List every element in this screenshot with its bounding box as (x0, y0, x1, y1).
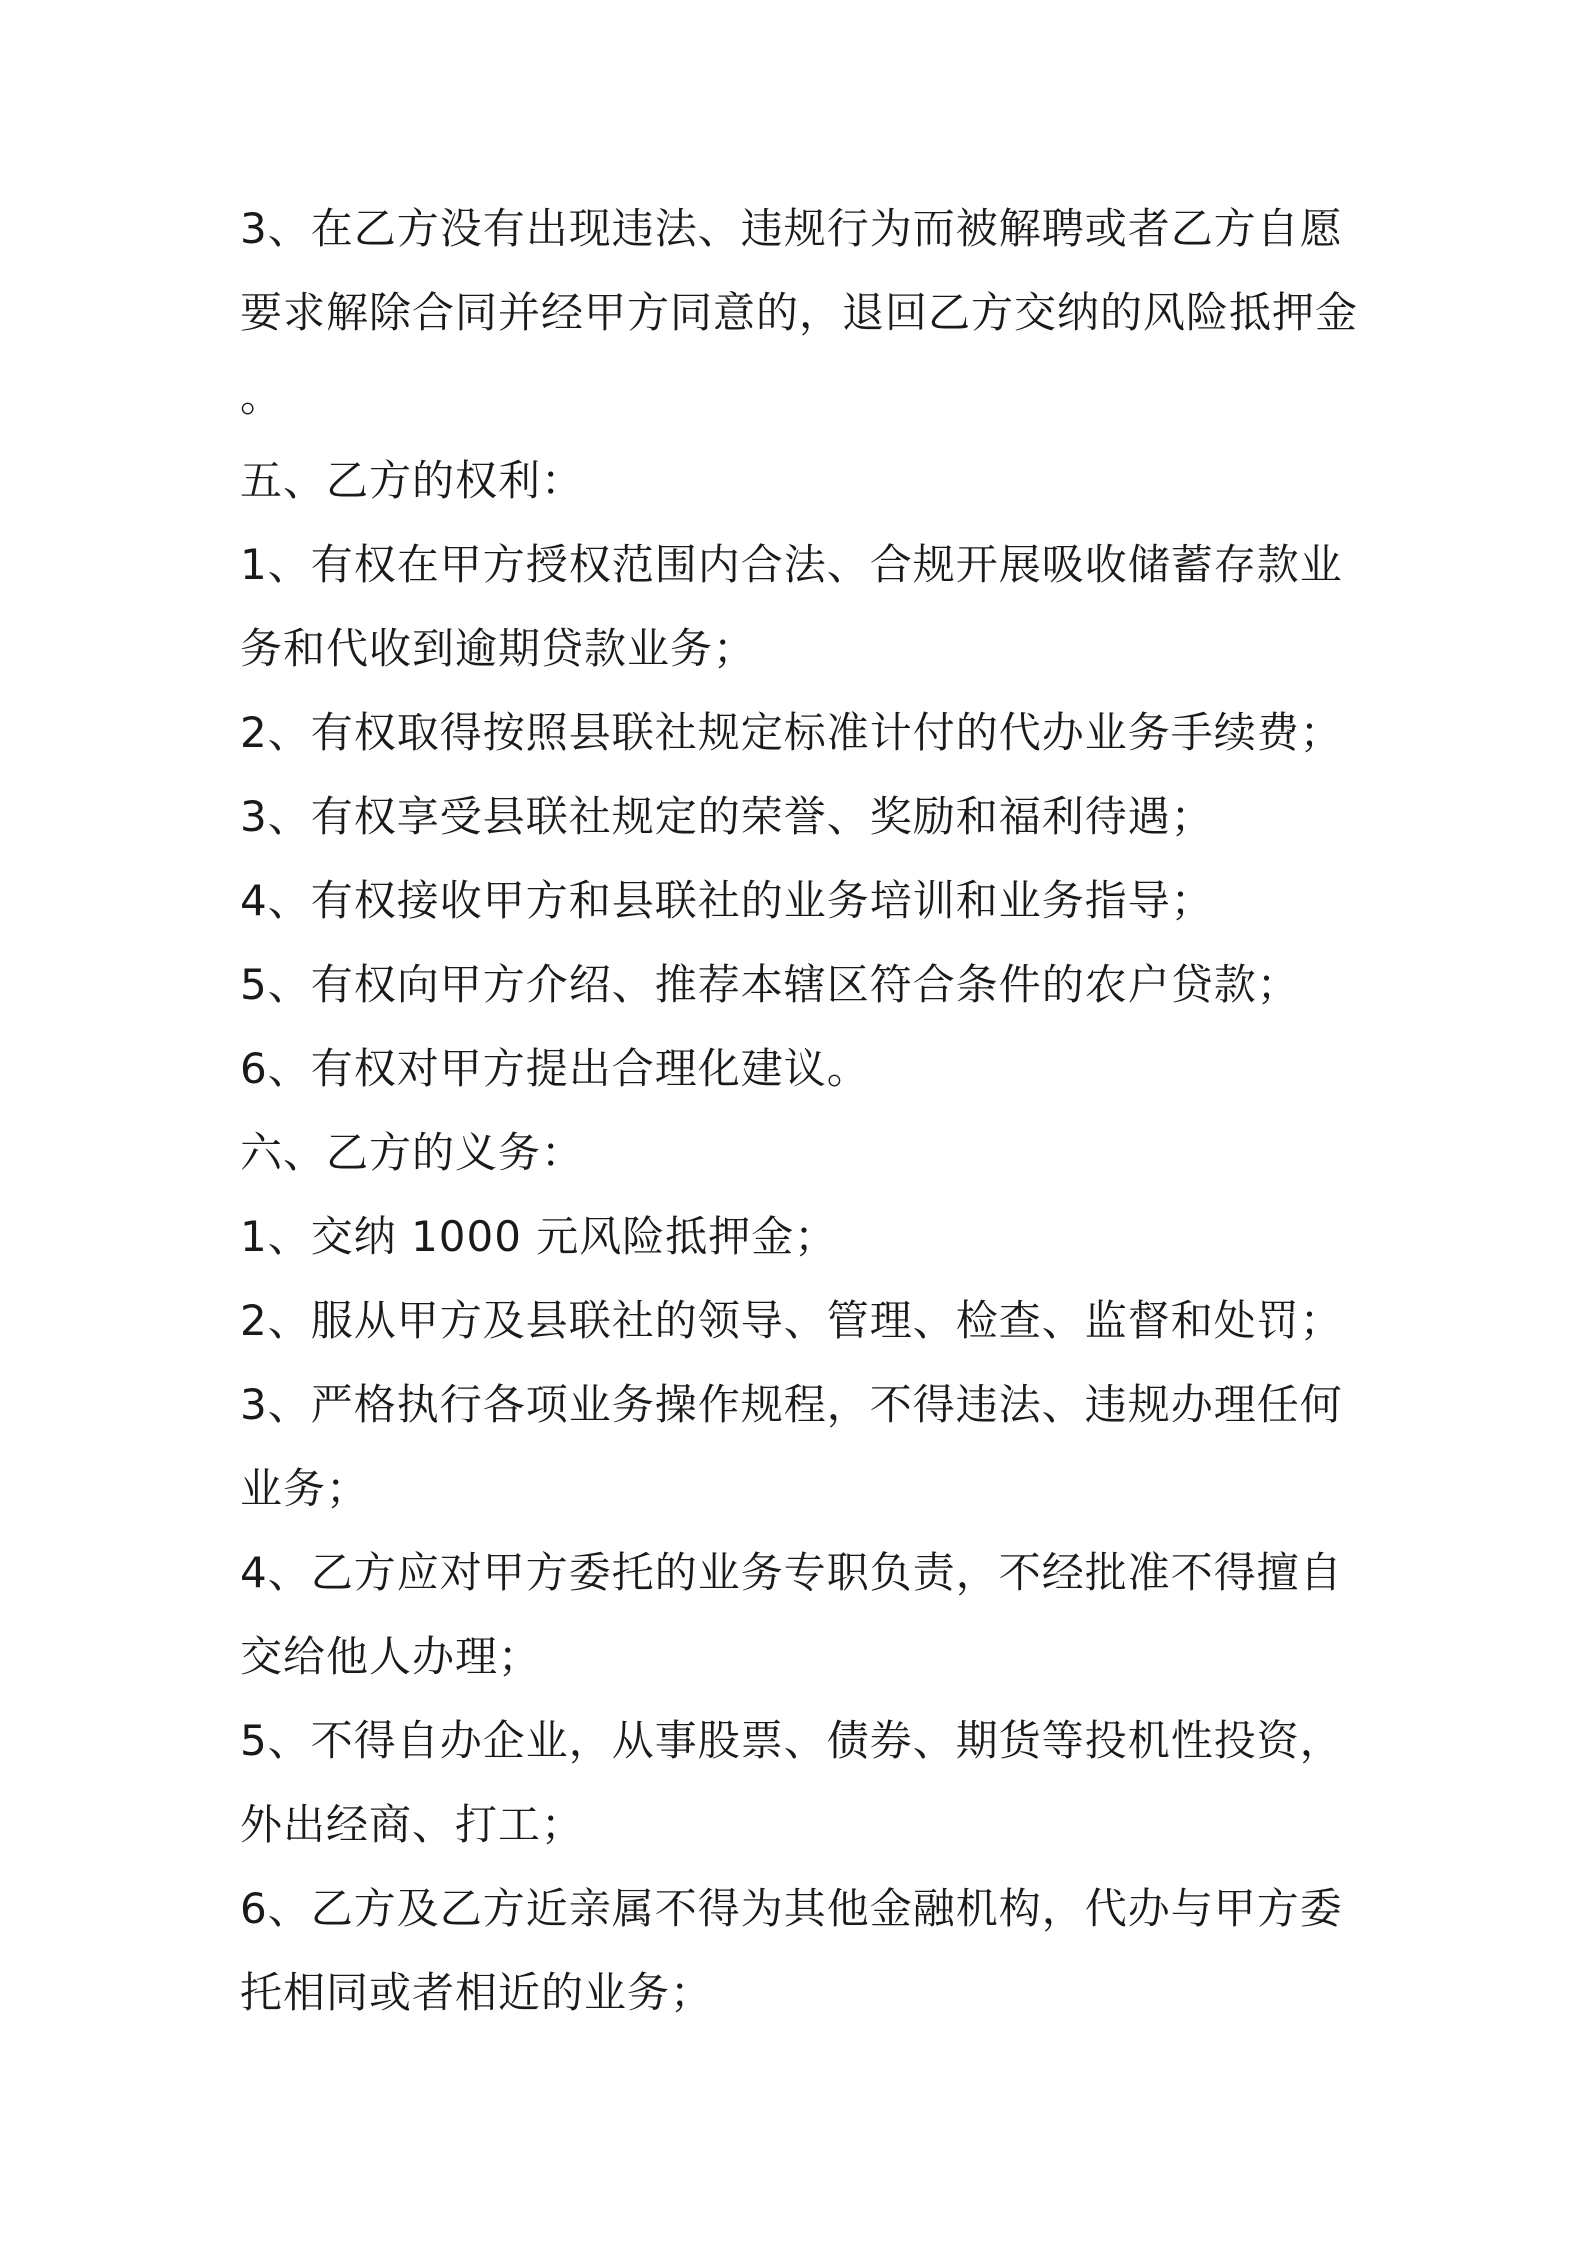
text-line: 托相同或者相近的业务； (240, 1968, 714, 2017)
text-line: 5、不得自办企业，从事股票、债券、期货等投机性投资， (240, 1716, 1343, 1765)
obligations-clause-2 (240, 1279, 1360, 1363)
text-line: 。 (240, 372, 284, 421)
text-line: 务和代收到逾期贷款业务； (240, 624, 757, 673)
rights-clause-1 (240, 523, 1360, 691)
obligations-clause-6 (240, 1867, 1360, 2035)
text-line: 4、乙方应对甲方委托的业务专职负责，不经批准不得擅自 (240, 1548, 1343, 1597)
section-heading-obligations (240, 1111, 1360, 1195)
obligations-clause-3 (240, 1363, 1360, 1531)
text-line: 交给他人办理； (240, 1632, 542, 1681)
text-line: 1、有权在甲方授权范围内合法、合规开展吸收储蓄存款业 (240, 540, 1343, 589)
rights-clause-6 (240, 1027, 1360, 1111)
text-line: 2、服从甲方及县联社的领导、管理、检查、监督和处罚； (240, 1296, 1343, 1345)
rights-clause-3 (240, 775, 1360, 859)
text-line: 2、有权取得按照县联社规定标准计付的代办业务手续费； (240, 708, 1343, 757)
text-line: 3、有权享受县联社规定的荣誉、奖励和福利待遇； (240, 792, 1214, 841)
section-heading: 六、乙方的义务： (240, 1128, 585, 1177)
rights-clause-2 (240, 691, 1360, 775)
document-body (240, 187, 1360, 2035)
obligations-clause-5 (240, 1699, 1360, 1867)
section-heading-rights (240, 439, 1360, 523)
text-line: 3、在乙方没有出现违法、违规行为而被解聘或者乙方自愿 (240, 204, 1343, 253)
text-line: 1、交纳 1000 元风险抵押金； (240, 1212, 838, 1261)
text-line: 业务； (240, 1464, 370, 1513)
rights-clause-4 (240, 859, 1360, 943)
text-line: 5、有权向甲方介绍、推荐本辖区符合条件的农户贷款； (240, 960, 1300, 1009)
text-line: 外出经商、打工； (240, 1800, 585, 1849)
text-line: 3、严格执行各项业务操作规程，不得违法、违规办理任何 (240, 1380, 1343, 1429)
section-heading: 五、乙方的权利： (240, 456, 585, 505)
rights-clause-5 (240, 943, 1360, 1027)
text-line: 6、有权对甲方提出合理化建议。 (240, 1044, 870, 1093)
clause-4-3 (240, 187, 1360, 439)
obligations-clause-4 (240, 1531, 1360, 1699)
text-line: 6、乙方及乙方近亲属不得为其他金融机构，代办与甲方委 (240, 1884, 1343, 1933)
obligations-clause-1 (240, 1195, 1360, 1279)
text-line: 4、有权接收甲方和县联社的业务培训和业务指导； (240, 876, 1214, 925)
text-line: 要求解除合同并经甲方同意的，退回乙方交纳的风险抵押金 (240, 288, 1359, 337)
